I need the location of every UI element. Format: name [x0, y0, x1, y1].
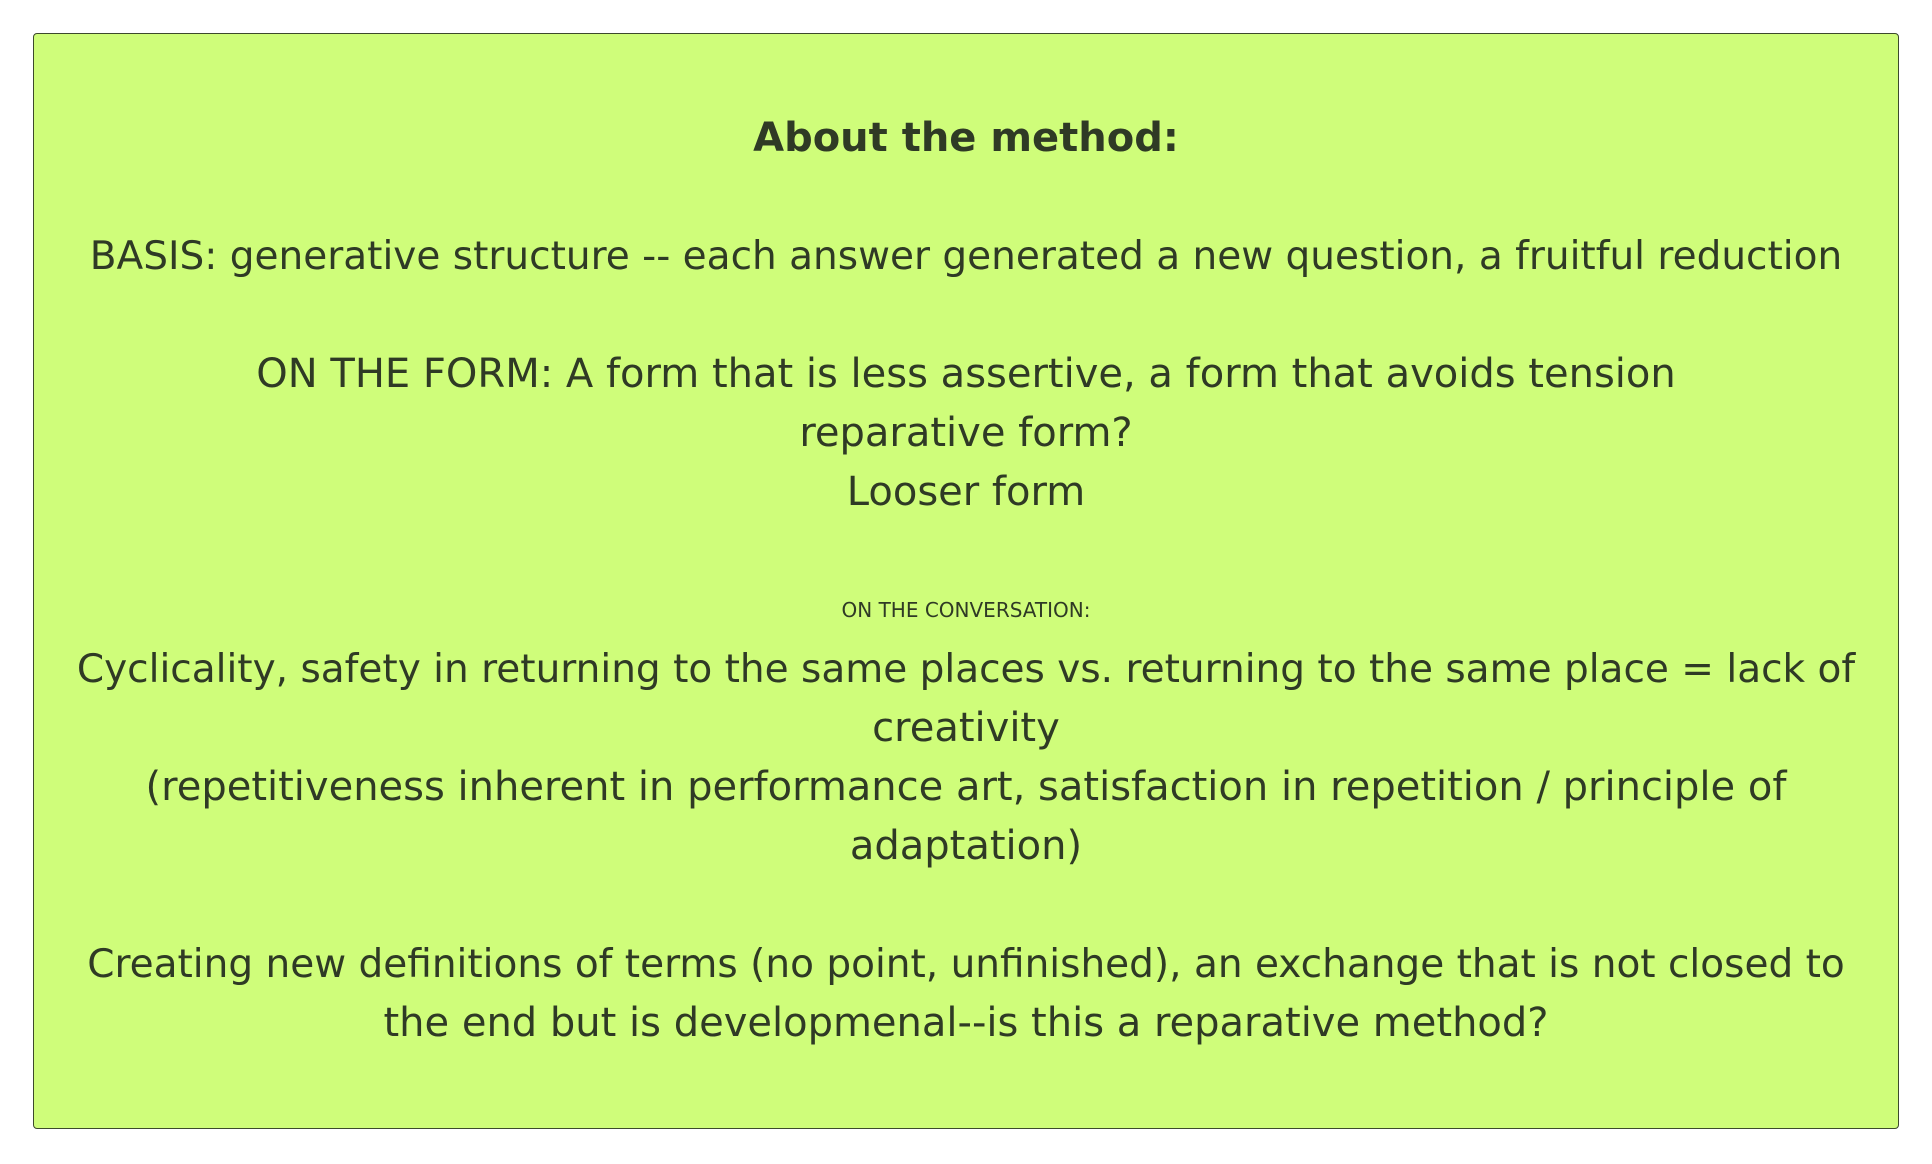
form-line: Looser form [846, 469, 1086, 515]
definitions-section [87, 935, 1845, 1053]
conversation-line: creativity [872, 705, 1060, 751]
conversation-line: adaptation) [849, 823, 1083, 869]
form-heading-line: ON THE FORM: A form that is less assertive, a form that avoids tension [256, 351, 1676, 397]
conversation-line: (repetitiveness inherent in performance art, satisfaction in repetition / principle of [145, 764, 1787, 810]
note-title: About the method: [753, 115, 1179, 161]
form-section [256, 345, 1675, 522]
form-line: reparative form? [799, 410, 1133, 456]
sticky-note-card [33, 33, 1899, 1129]
definitions-line: Creating new definitions of terms (no point, unfinished), an exchange that is not closed to [87, 942, 1845, 987]
basis-section [90, 227, 1842, 286]
conversation-heading: ON THE CONVERSATION: [841, 598, 1091, 622]
definitions-line: the end but is developmenal--is this a reparative method? [383, 1000, 1549, 1046]
conversation-line: Cyclicality, safety in returning to the same places vs. returning to the same place = lack of [76, 647, 1856, 692]
conversation-section [77, 581, 1855, 876]
basis-text: BASIS: generative structure -- each answer generated a new question, a fruitful reduction [89, 234, 1843, 279]
